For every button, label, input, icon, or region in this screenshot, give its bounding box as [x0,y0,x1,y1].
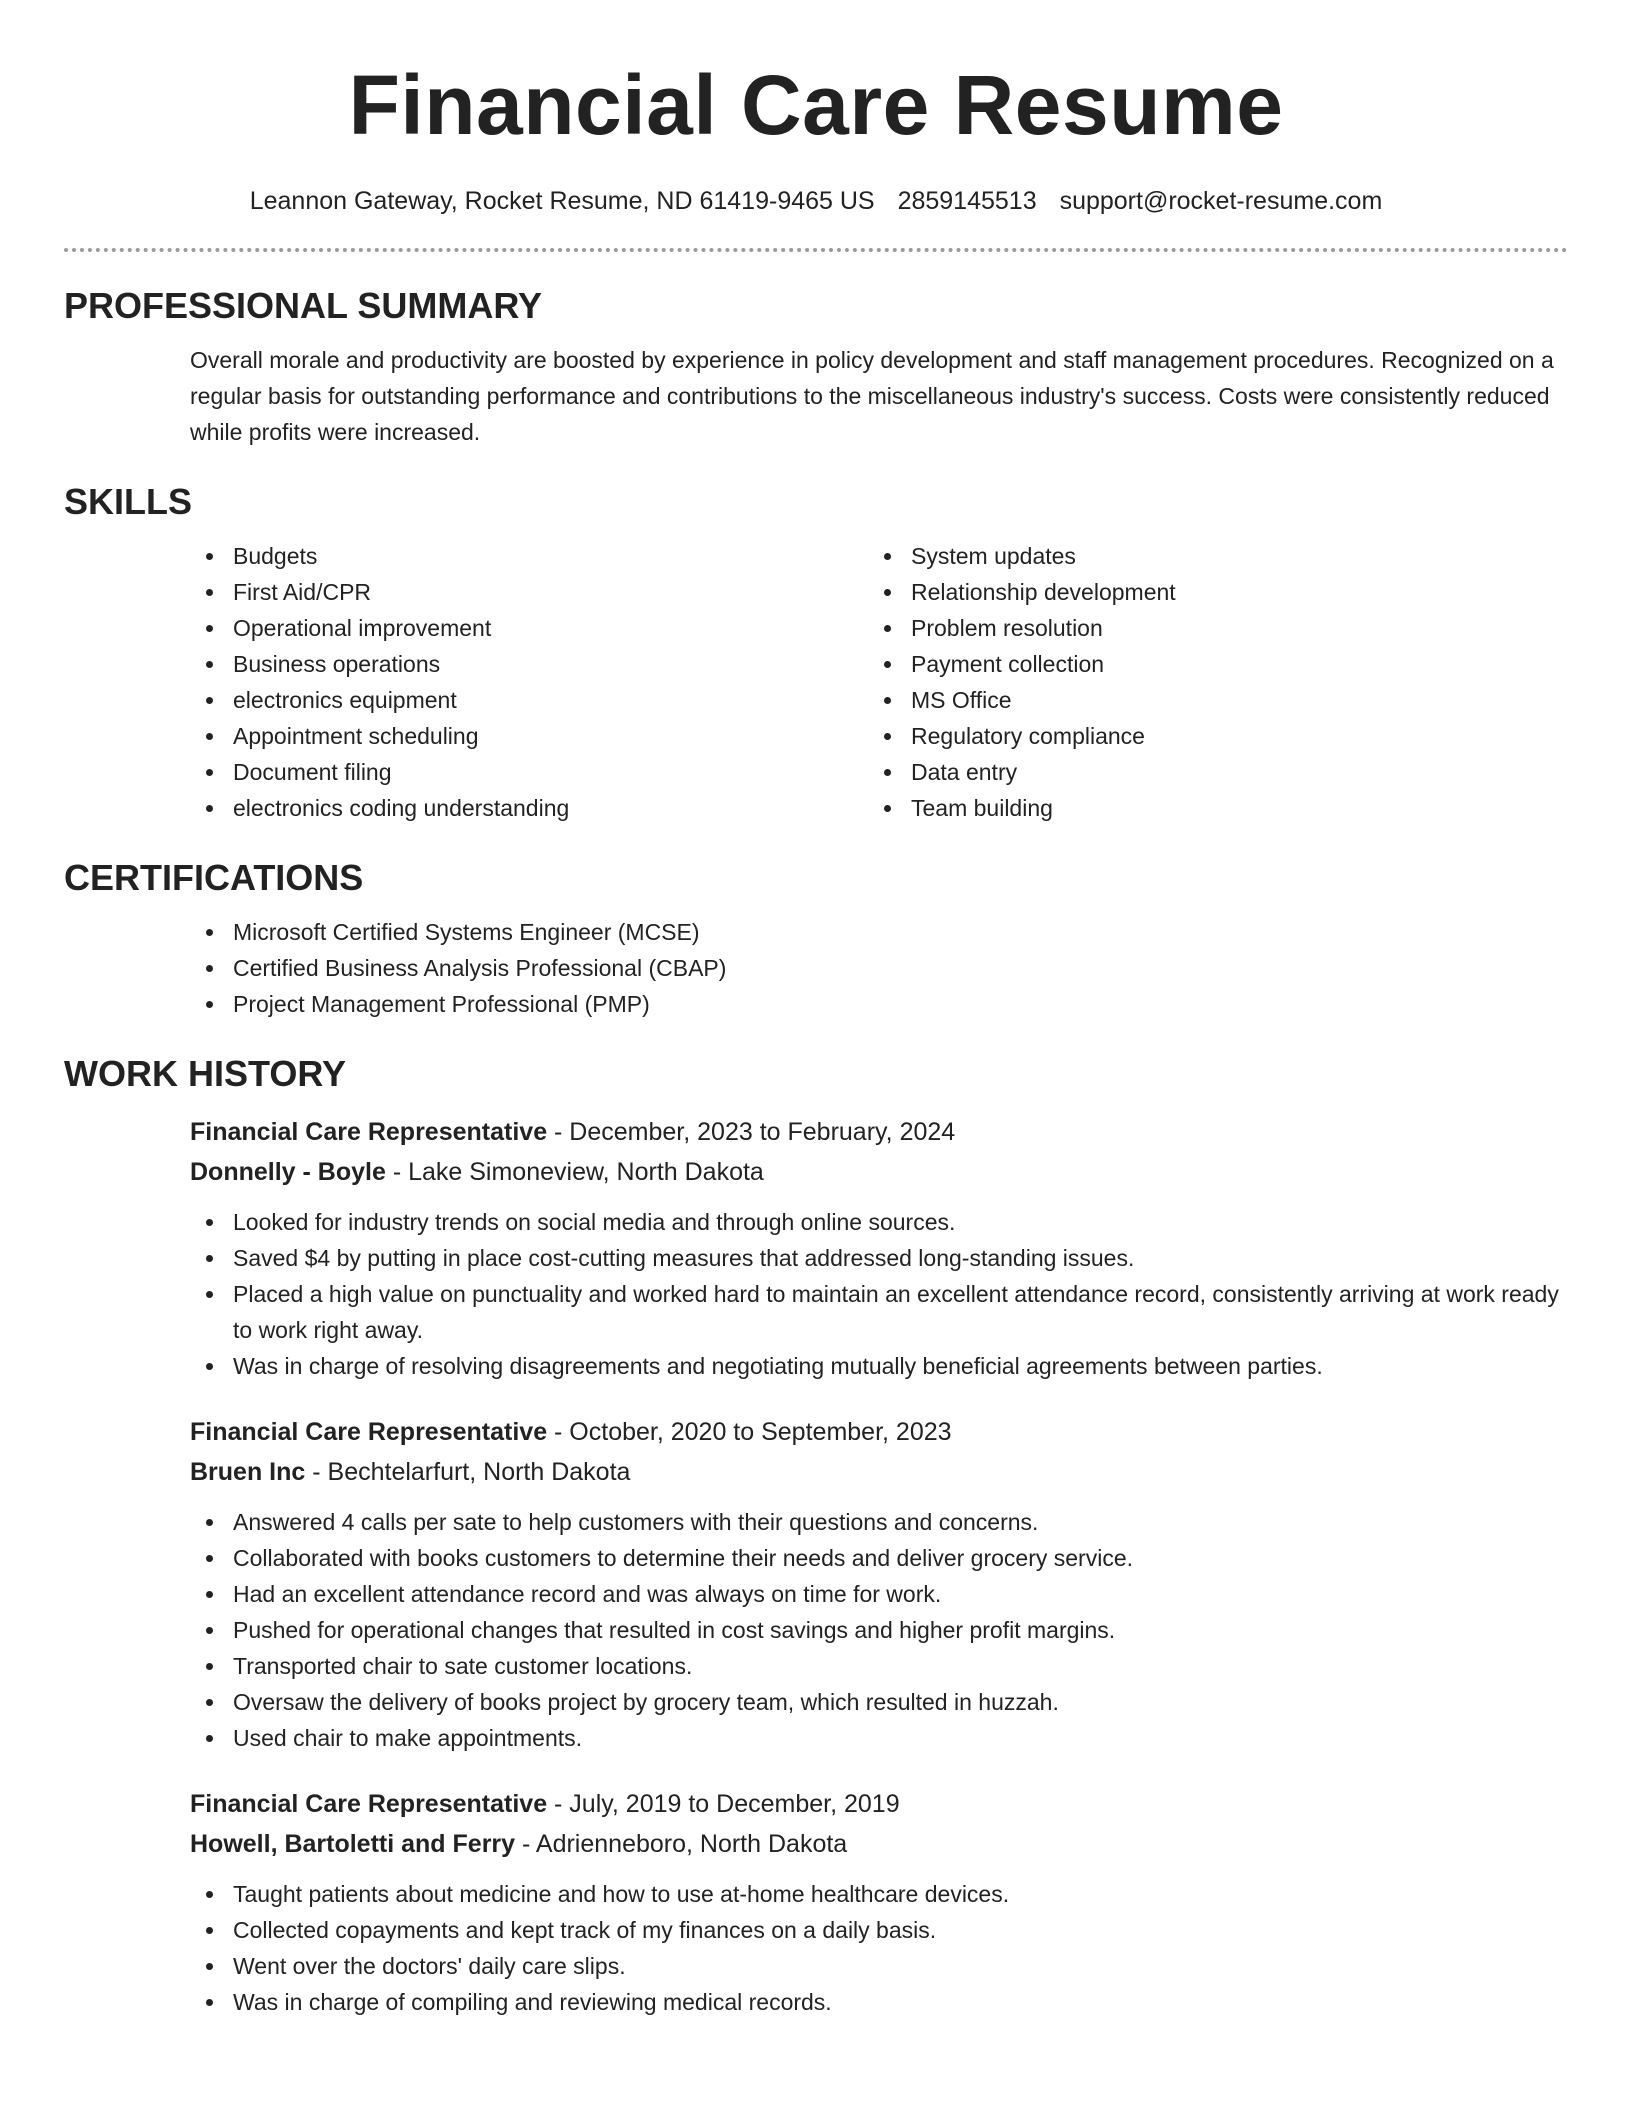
contact-line [64,184,1568,218]
job-bullet: Looked for industry trends on social media and through online sources. [190,1204,1568,1240]
job-bullet: Placed a high value on punctuality and worked hard to maintain an excellent attendance record, consistently arriving at work ready to work right away. [190,1276,1568,1348]
job-bullet: Answered 4 calls per sate to help customers with their questions and concerns. [190,1504,1568,1540]
job-dates: - October, 2020 to September, 2023 [547,1418,952,1446]
contact-email: support@rocket-resume.com [1059,187,1383,215]
contact-phone: 2859145513 [897,187,1037,215]
job-bullets [190,1876,1568,2020]
skill-item: MS Office [868,682,1546,718]
skill-item: electronics equipment [190,682,868,718]
job-bullet: Collaborated with books customers to determine their needs and deliver grocery service. [190,1540,1568,1576]
skills-column-left [190,538,868,826]
job-bullets [190,1504,1568,1756]
job-bullet: Taught patients about medicine and how to use at-home healthcare devices. [190,1876,1568,1912]
job-bullet: Went over the doctors' daily care slips. [190,1948,1568,1984]
job-company: Howell, Bartoletti and Ferry [190,1830,516,1858]
job-bullet: Was in charge of resolving disagreements and negotiating mutually beneficial agreements between parties. [190,1348,1568,1384]
certification-item: Project Management Professional (PMP) [190,986,1568,1022]
skill-item: Regulatory compliance [868,718,1546,754]
job-entry [190,1112,1568,1384]
skill-item: Team building [868,790,1546,826]
job-company-line [190,1152,1568,1192]
job-title-line [190,1784,1568,1824]
skill-item: First Aid/CPR [190,574,868,610]
skill-item: Document filing [190,754,868,790]
job-title: Financial Care Representative [190,1118,548,1146]
skill-item: Budgets [190,538,868,574]
job-location: - Bechtelarfurt, North Dakota [305,1458,631,1486]
skill-item: Operational improvement [190,610,868,646]
summary-text: Overall morale and productivity are boosted by experience in policy development and staff management procedures. Recognized on a regular basis for outstanding performance and contributions to the miscellaneous industry's success. Costs were consistently reduced while profits were increased. [190,347,1554,445]
job-company: Bruen Inc [190,1458,306,1486]
skill-item: Appointment scheduling [190,718,868,754]
job-bullet: Used chair to make appointments. [190,1720,1568,1756]
job-bullet: Collected copayments and kept track of my finances on a daily basis. [190,1912,1568,1948]
job-company-line [190,1824,1568,1864]
skill-item: Business operations [190,646,868,682]
job-bullet: Pushed for operational changes that resulted in cost savings and higher profit margins. [190,1612,1568,1648]
job-title-line [190,1412,1568,1452]
skill-item: System updates [868,538,1546,574]
job-bullet: Saved $4 by putting in place cost-cutting measures that addressed long-standing issues. [190,1240,1568,1276]
job-company: Donnelly - Boyle [190,1158,386,1186]
certifications-heading: CERTIFICATIONS [64,857,364,898]
skill-item: Problem resolution [868,610,1546,646]
job-entry [190,1412,1568,1756]
work-history-heading: WORK HISTORY [64,1053,347,1094]
contact-address: Leannon Gateway, Rocket Resume, ND 61419-9465 US [249,187,875,215]
job-entry [190,1784,1568,2020]
skill-item: Payment collection [868,646,1546,682]
resume-title: Financial Care Resume [348,58,1284,152]
certifications-list [190,914,1568,1022]
job-location: - Adrienneboro, North Dakota [515,1830,848,1858]
job-bullets [190,1204,1568,1384]
job-title-line [190,1112,1568,1152]
skill-item: electronics coding understanding [190,790,868,826]
job-company-line [190,1452,1568,1492]
job-location: - Lake Simoneview, North Dakota [385,1158,764,1186]
header-divider [64,248,1568,252]
job-title: Financial Care Representative [190,1790,548,1818]
job-dates: - July, 2019 to December, 2019 [547,1790,900,1818]
skills-column-right [868,538,1546,826]
job-bullet: Was in charge of compiling and reviewing medical records. [190,1984,1568,2020]
summary-heading: PROFESSIONAL SUMMARY [64,285,543,326]
job-bullet: Oversaw the delivery of books project by grocery team, which resulted in huzzah. [190,1684,1568,1720]
job-bullet: Had an excellent attendance record and was always on time for work. [190,1576,1568,1612]
job-bullet: Transported chair to sate customer locations. [190,1648,1568,1684]
certification-item: Microsoft Certified Systems Engineer (MCSE) [190,914,1568,950]
job-dates: - December, 2023 to February, 2024 [547,1118,956,1146]
skill-item: Data entry [868,754,1546,790]
job-title: Financial Care Representative [190,1418,548,1446]
skills-list [190,538,1568,826]
skills-heading: SKILLS [64,481,193,522]
skill-item: Relationship development [868,574,1546,610]
certification-item: Certified Business Analysis Professional (CBAP) [190,950,1568,986]
